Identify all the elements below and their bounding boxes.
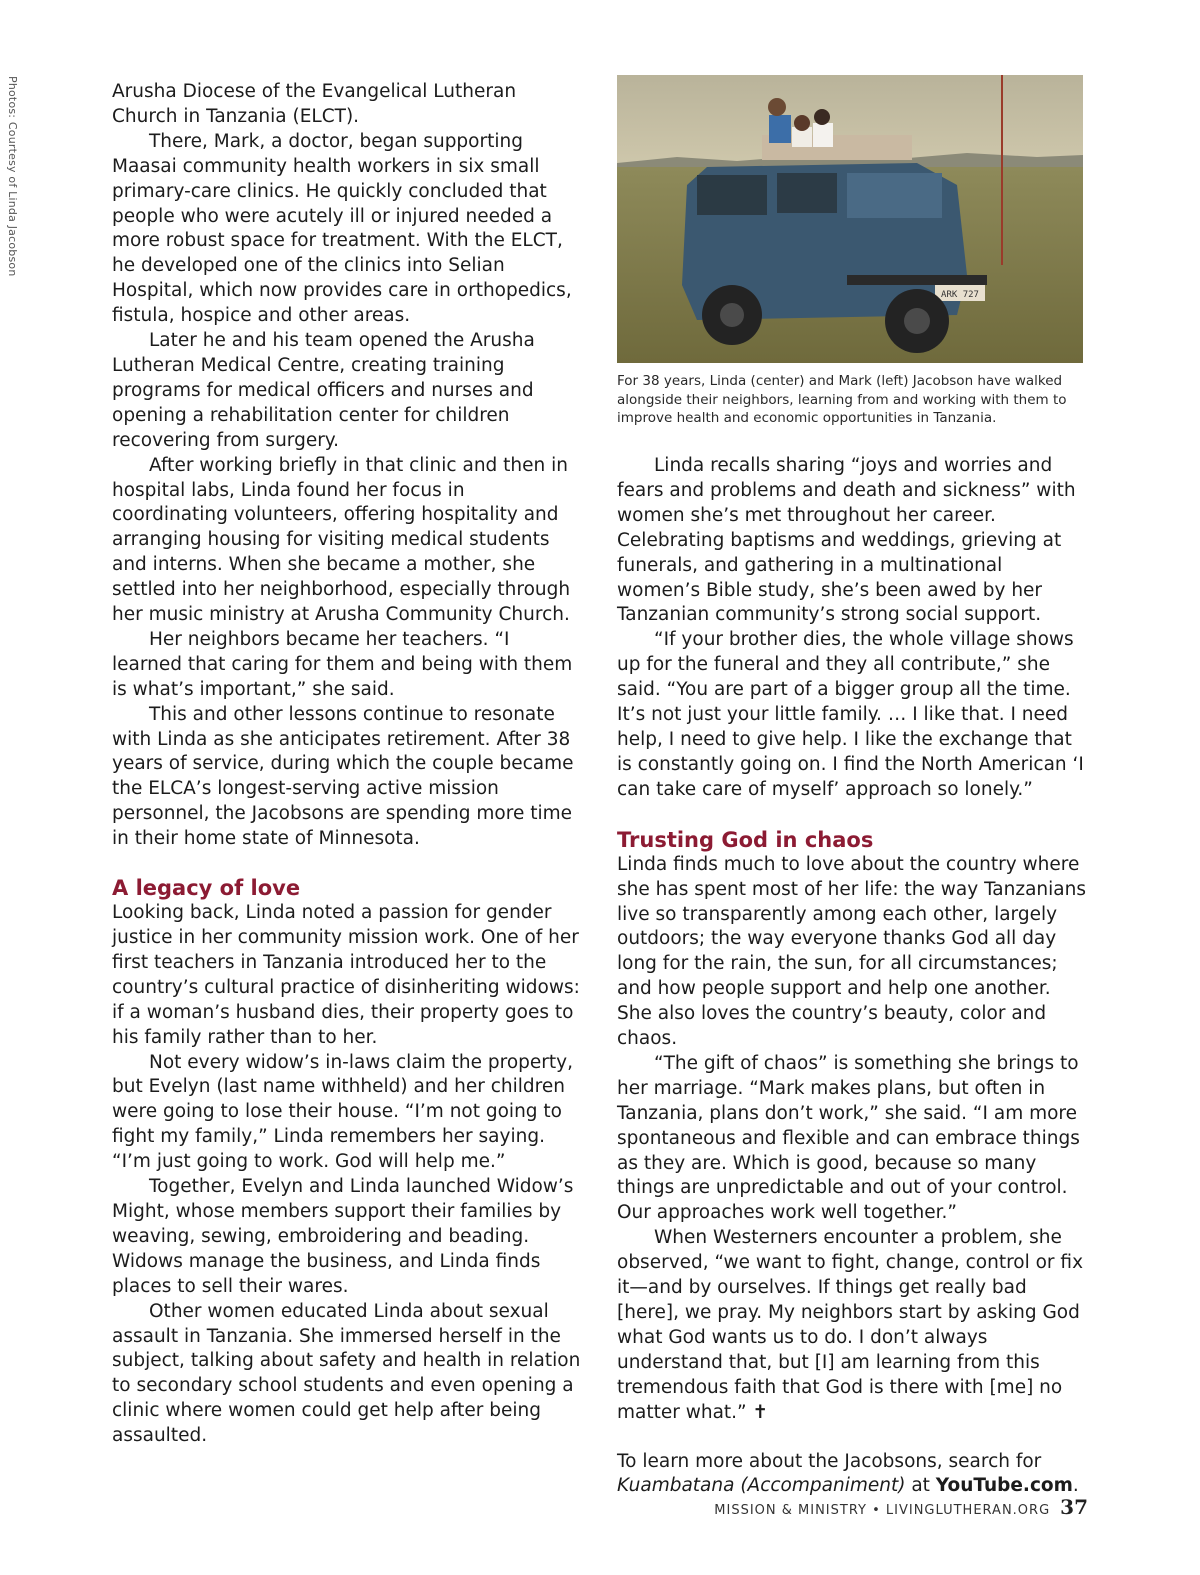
page-footer bbox=[714, 1495, 1088, 1519]
body-paragraph: Not every widow’s in-laws claim the property, but Evelyn (last name withheld) and her children were going to lose their house. “I’m not going to fight my family,” Linda remembers her saying. “I’m just going to work. God will help me.” bbox=[112, 1051, 573, 1173]
outro-mid: at bbox=[905, 1475, 936, 1497]
right-column bbox=[617, 454, 1087, 1499]
video-title: Kuambatana (Accompaniment) bbox=[617, 1475, 906, 1497]
body-paragraph: “The gift of chaos” is something she brings to her marriage. “Mark makes plans, but often in Tanzania, plans don’t work,” she said. “I am more spontaneous and flexible and can embrace things as they are. Which is good, because so many things are unpredictable and out of your control. Our approaches work well together.” bbox=[617, 1052, 1080, 1224]
youtube-link[interactable]: YouTube.com bbox=[935, 1475, 1073, 1497]
license-plate: ARK 727 bbox=[941, 290, 979, 300]
body-paragraph: Other women educated Linda about sexual assault in Tanzania. She immersed herself in the subject, talking about safety and health in relation to secondary school students and even opening a clinic where women could get help after being assaulted. bbox=[112, 1300, 581, 1447]
left-column bbox=[112, 80, 582, 1449]
body-paragraph: Linda recalls sharing “joys and worries and fears and problems and death and sickness” with women she’s met throughout her career. Celebrating baptisms and weddings, grieving at funerals, and gathering in a multinational women’s Bible study, she’s been awed by her Tanzanian community’s strong social support. bbox=[617, 455, 1076, 626]
body-paragraph: There, Mark, a doctor, began supporting Maasai community health workers in six small primary-care clinics. He quickly concluded that people who were acutely ill or injured needed a more robust space for treatment. With the ELCT, he developed one of the clinics into Selian Hospital, which now provides care in orthopedics, fistula, hospice and other areas. bbox=[112, 130, 572, 327]
page-number: 37 bbox=[1060, 1495, 1088, 1519]
body-paragraph: “If your brother dies, the whole village shows up for the funeral and they all contribute,” she said. “You are part of a bigger group all the time. It’s not just your little family. … I like that. I need help, I need to give help. I like the exchange that is constantly going on. I find the North American ‘I can take care of myself’ approach so lonely.” bbox=[617, 629, 1084, 800]
section-heading-trusting: Trusting God in chaos bbox=[617, 827, 874, 852]
body-paragraph: This and other lessons continue to resonate with Linda as she anticipates retirement. After 38 years of service, during which the couple became the ELCA’s longest-serving active mission personnel, the Jacobsons are spending more time in their home state of Minnesota. bbox=[112, 703, 574, 850]
photo-caption: For 38 years, Linda (center) and Mark (left) Jacobson have walked alongside their neighbors, learning from and working with them to improve health and economic opportunities in Tanzania. bbox=[617, 373, 1067, 426]
outro-lead: To learn more about the Jacobsons, search for bbox=[617, 1450, 1042, 1472]
body-paragraph: Looking back, Linda noted a passion for gender justice in her community mission work. One of her first teachers in Tanzania introduced her to the country’s cultural practice of disinheriting widows: if a woman’s husband dies, their property goes to his family rather than to her. bbox=[112, 902, 580, 1048]
article-photo bbox=[617, 75, 1083, 363]
footer-section: MISSION & MINISTRY • LIVINGLUTHERAN.ORG bbox=[714, 1503, 1051, 1518]
body-paragraph: Linda finds much to love about the country where she has spent most of her life: the way Tanzanians live so transparently among each other, largely outdoors; the way everyone thanks God all day long for the rain, the sun, for all circumstances; and how people support and help one another. She also loves the country’s beauty, color and chaos. bbox=[617, 853, 1086, 1050]
photo-credit: Photos: Courtesy of Linda Jacobson bbox=[6, 76, 19, 277]
body-paragraph: After working briefly in that clinic and then in hospital labs, Linda found her focus in coordinating volunteers, offering hospitality and arranging housing for visiting medical students and interns. When she became a mother, she settled into her neighborhood, especially through her music ministry at Arusha Community Church. bbox=[112, 454, 571, 626]
left-intro-paragraphs bbox=[112, 80, 582, 852]
body-paragraph: When Westerners encounter a problem, she observed, “we want to fight, change, control or fix it—and by ourselves. If things get really bad [here], we pray. My neighbors start by asking God what God wants us to do. I don’t always understand that, but [I] am learning from this tremendous faith that God is there with [me] no matter what.” ✝ bbox=[617, 1227, 1084, 1423]
left-legacy-paragraphs bbox=[112, 901, 582, 1449]
right-chaos-paragraphs bbox=[617, 853, 1087, 1426]
body-paragraph: Together, Evelyn and Linda launched Widow’s Might, whose members support their families by weaving, sewing, embroidering and beading. Widows manage the business, and Linda finds places to sell their wares. bbox=[112, 1176, 574, 1297]
safari-vehicle-photo bbox=[617, 75, 1083, 363]
section-heading-legacy: A legacy of love bbox=[112, 876, 301, 901]
body-paragraph: Later he and his team opened the Arusha Lutheran Medical Centre, creating training programs for medical officers and nurses and opening a rehabilitation center for children recovering from surgery. bbox=[112, 330, 535, 451]
right-intro-paragraphs bbox=[617, 454, 1087, 803]
outro-end: . bbox=[1072, 1475, 1079, 1497]
body-paragraph: Arusha Diocese of the Evangelical Lutheran Church in Tanzania (ELCT). bbox=[112, 81, 517, 127]
body-paragraph: Her neighbors became her teachers. “I learned that caring for them and being with them is what’s important,” she said. bbox=[112, 628, 573, 700]
outro-paragraph bbox=[617, 1450, 1087, 1500]
